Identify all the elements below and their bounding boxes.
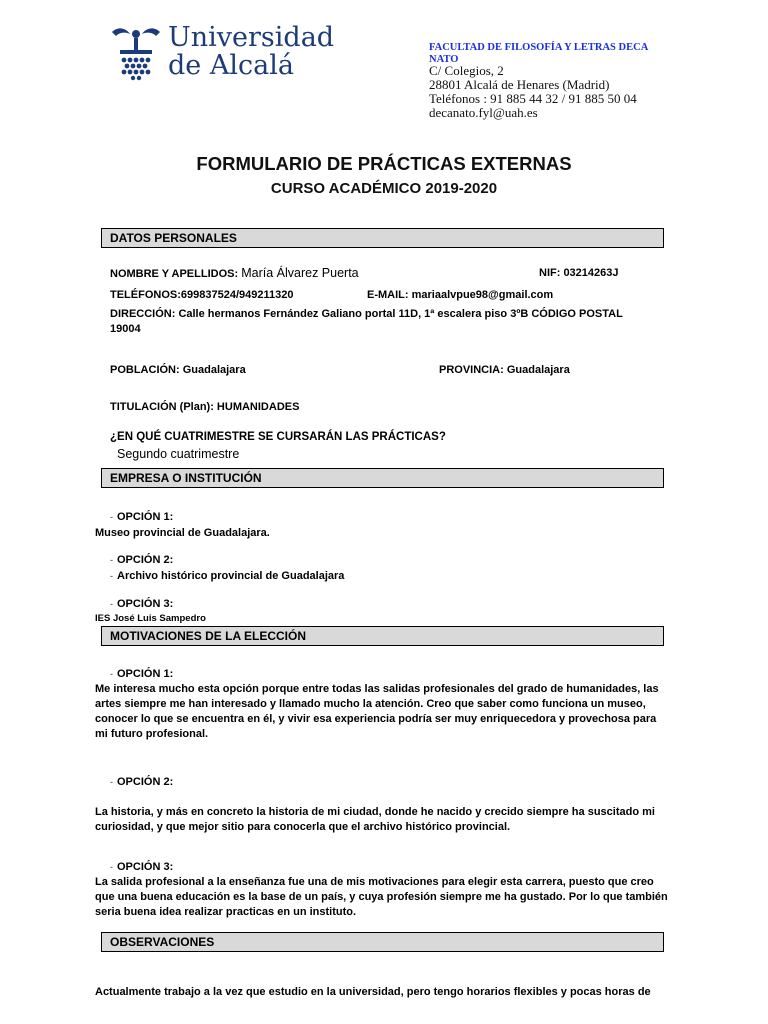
faculty-line-1: FACULTAD DE FILOSOFÍA Y LETRAS DECA xyxy=(429,42,649,53)
section-title: MOTIVACIONES DE LA ELECCIÓN xyxy=(110,629,307,643)
email-field: E-MAIL: mariaalvpue98@gmail.com xyxy=(367,289,554,301)
company-option-2-label xyxy=(110,553,173,567)
company-option-3-label xyxy=(110,597,173,611)
section-company xyxy=(101,468,664,488)
motivation-option-1-text: Me interesa mucho esta opción porque entre todas las salidas profesionales del grado de humanidades, las artes siempre me han interesado y llamado mucho la atención. Creo que saber como funciona un museo, conocer lo que se encuentra en él, y vivir esa experiencia podría ser muy enriquecedora y provechosa para mi futuro profesional. xyxy=(95,683,659,740)
bullet: - xyxy=(110,669,113,679)
option-label: OPCIÓN 2: xyxy=(117,554,174,566)
university-crest-icon xyxy=(108,24,164,82)
address-field-line-2: 19004 xyxy=(110,323,141,335)
option-label: OPCIÓN 1: xyxy=(117,511,174,523)
bullet: - xyxy=(110,862,113,872)
semester-question: ¿EN QUÉ CUATRIMESTRE SE CURSARÁN LAS PRÁCTICAS? xyxy=(110,431,446,443)
section-observations xyxy=(101,932,664,952)
section-motivations xyxy=(101,626,664,646)
section-personal-data xyxy=(101,228,664,248)
company-option-1-value: Museo provincial de Guadalajara. xyxy=(95,527,270,539)
company-option-3-value: IES José Luis Sampedro xyxy=(95,613,206,624)
motivation-option-3-text: La salida profesional a la enseñanza fue una de mis motivaciones para elegir esta carrera, puesto que creo que una buena educación es la base de un país, y cuya profesión siempre me ha gustado. Por lo que también seria buena idea realizar practicas en un instituto. xyxy=(95,876,668,918)
option-label: OPCIÓN 3: xyxy=(117,598,174,610)
bullet: - xyxy=(110,777,113,787)
bullet: - xyxy=(110,512,113,522)
bullet: - xyxy=(110,571,113,581)
phones-field: TELÉFONOS:699837524/949211320 xyxy=(110,289,294,301)
semester-answer: Segundo cuatrimestre xyxy=(117,447,240,461)
section-title: EMPRESA O INSTITUCIÓN xyxy=(110,471,262,485)
degree-field: TITULACIÓN (Plan): HUMANIDADES xyxy=(110,401,300,413)
address-city: 28801 Alcalá de Henares (Madrid) xyxy=(429,77,610,92)
header-email: decanato.fyl@uah.es xyxy=(429,105,538,120)
form-title: FORMULARIO DE PRÁCTICAS EXTERNAS xyxy=(196,153,572,174)
province-field: PROVINCIA: Guadalajara xyxy=(439,364,570,376)
motivation-option-3-label xyxy=(110,860,173,874)
name-value: María Álvarez Puerta xyxy=(241,266,359,280)
observations-text: Actualmente trabajo a la vez que estudio en la universidad, pero tengo horarios flexibles y pocas horas de xyxy=(95,986,651,998)
motivation-option-2-text: La historia, y más en concreto la historia de mi ciudad, donde he nacido y crecido siempre ha suscitado mi curiosidad, y que mejor sitio para conocerla que el archivo histórico provincial. xyxy=(95,806,655,833)
name-label: NOMBRE Y APELLIDOS: xyxy=(110,268,239,280)
header-phones: Teléfonos : 91 885 44 32 / 91 885 50 04 xyxy=(429,91,637,106)
bullet: - xyxy=(110,555,113,565)
logo-line-1: Universidad xyxy=(168,22,335,53)
bullet: - xyxy=(110,599,113,609)
company-option-1-label xyxy=(110,510,173,524)
motivation-option-2-label xyxy=(110,775,173,789)
city-field: POBLACIÓN: Guadalajara xyxy=(110,364,246,376)
address-field-line-1: DIRECCIÓN: Calle hermanos Fernández Galiano portal 11D, 1ª escalera piso 3ºB CÓDIGO POSTAL xyxy=(110,308,623,320)
section-title: OBSERVACIONES xyxy=(110,935,215,949)
name-field xyxy=(110,266,359,281)
option-label: OPCIÓN 2: xyxy=(117,776,174,788)
logo-line-2: de Alcalá xyxy=(168,50,294,81)
logo-wordmark xyxy=(168,24,334,80)
form-subtitle: CURSO ACADÉMICO 2019-2020 xyxy=(270,180,498,197)
option-value: Archivo histórico provincial de Guadalajara xyxy=(117,570,345,582)
section-title: DATOS PERSONALES xyxy=(110,231,237,245)
option-label: OPCIÓN 3: xyxy=(117,861,174,873)
faculty-line-2: NATO xyxy=(429,54,459,65)
company-option-2-value xyxy=(110,569,344,583)
option-label: OPCIÓN 1: xyxy=(117,668,174,680)
address-street: C/ Colegios, 2 xyxy=(429,63,504,78)
university-logo xyxy=(108,22,335,84)
nif-field: NIF: 03214263J xyxy=(539,267,619,279)
motivation-option-1-label xyxy=(110,667,173,681)
